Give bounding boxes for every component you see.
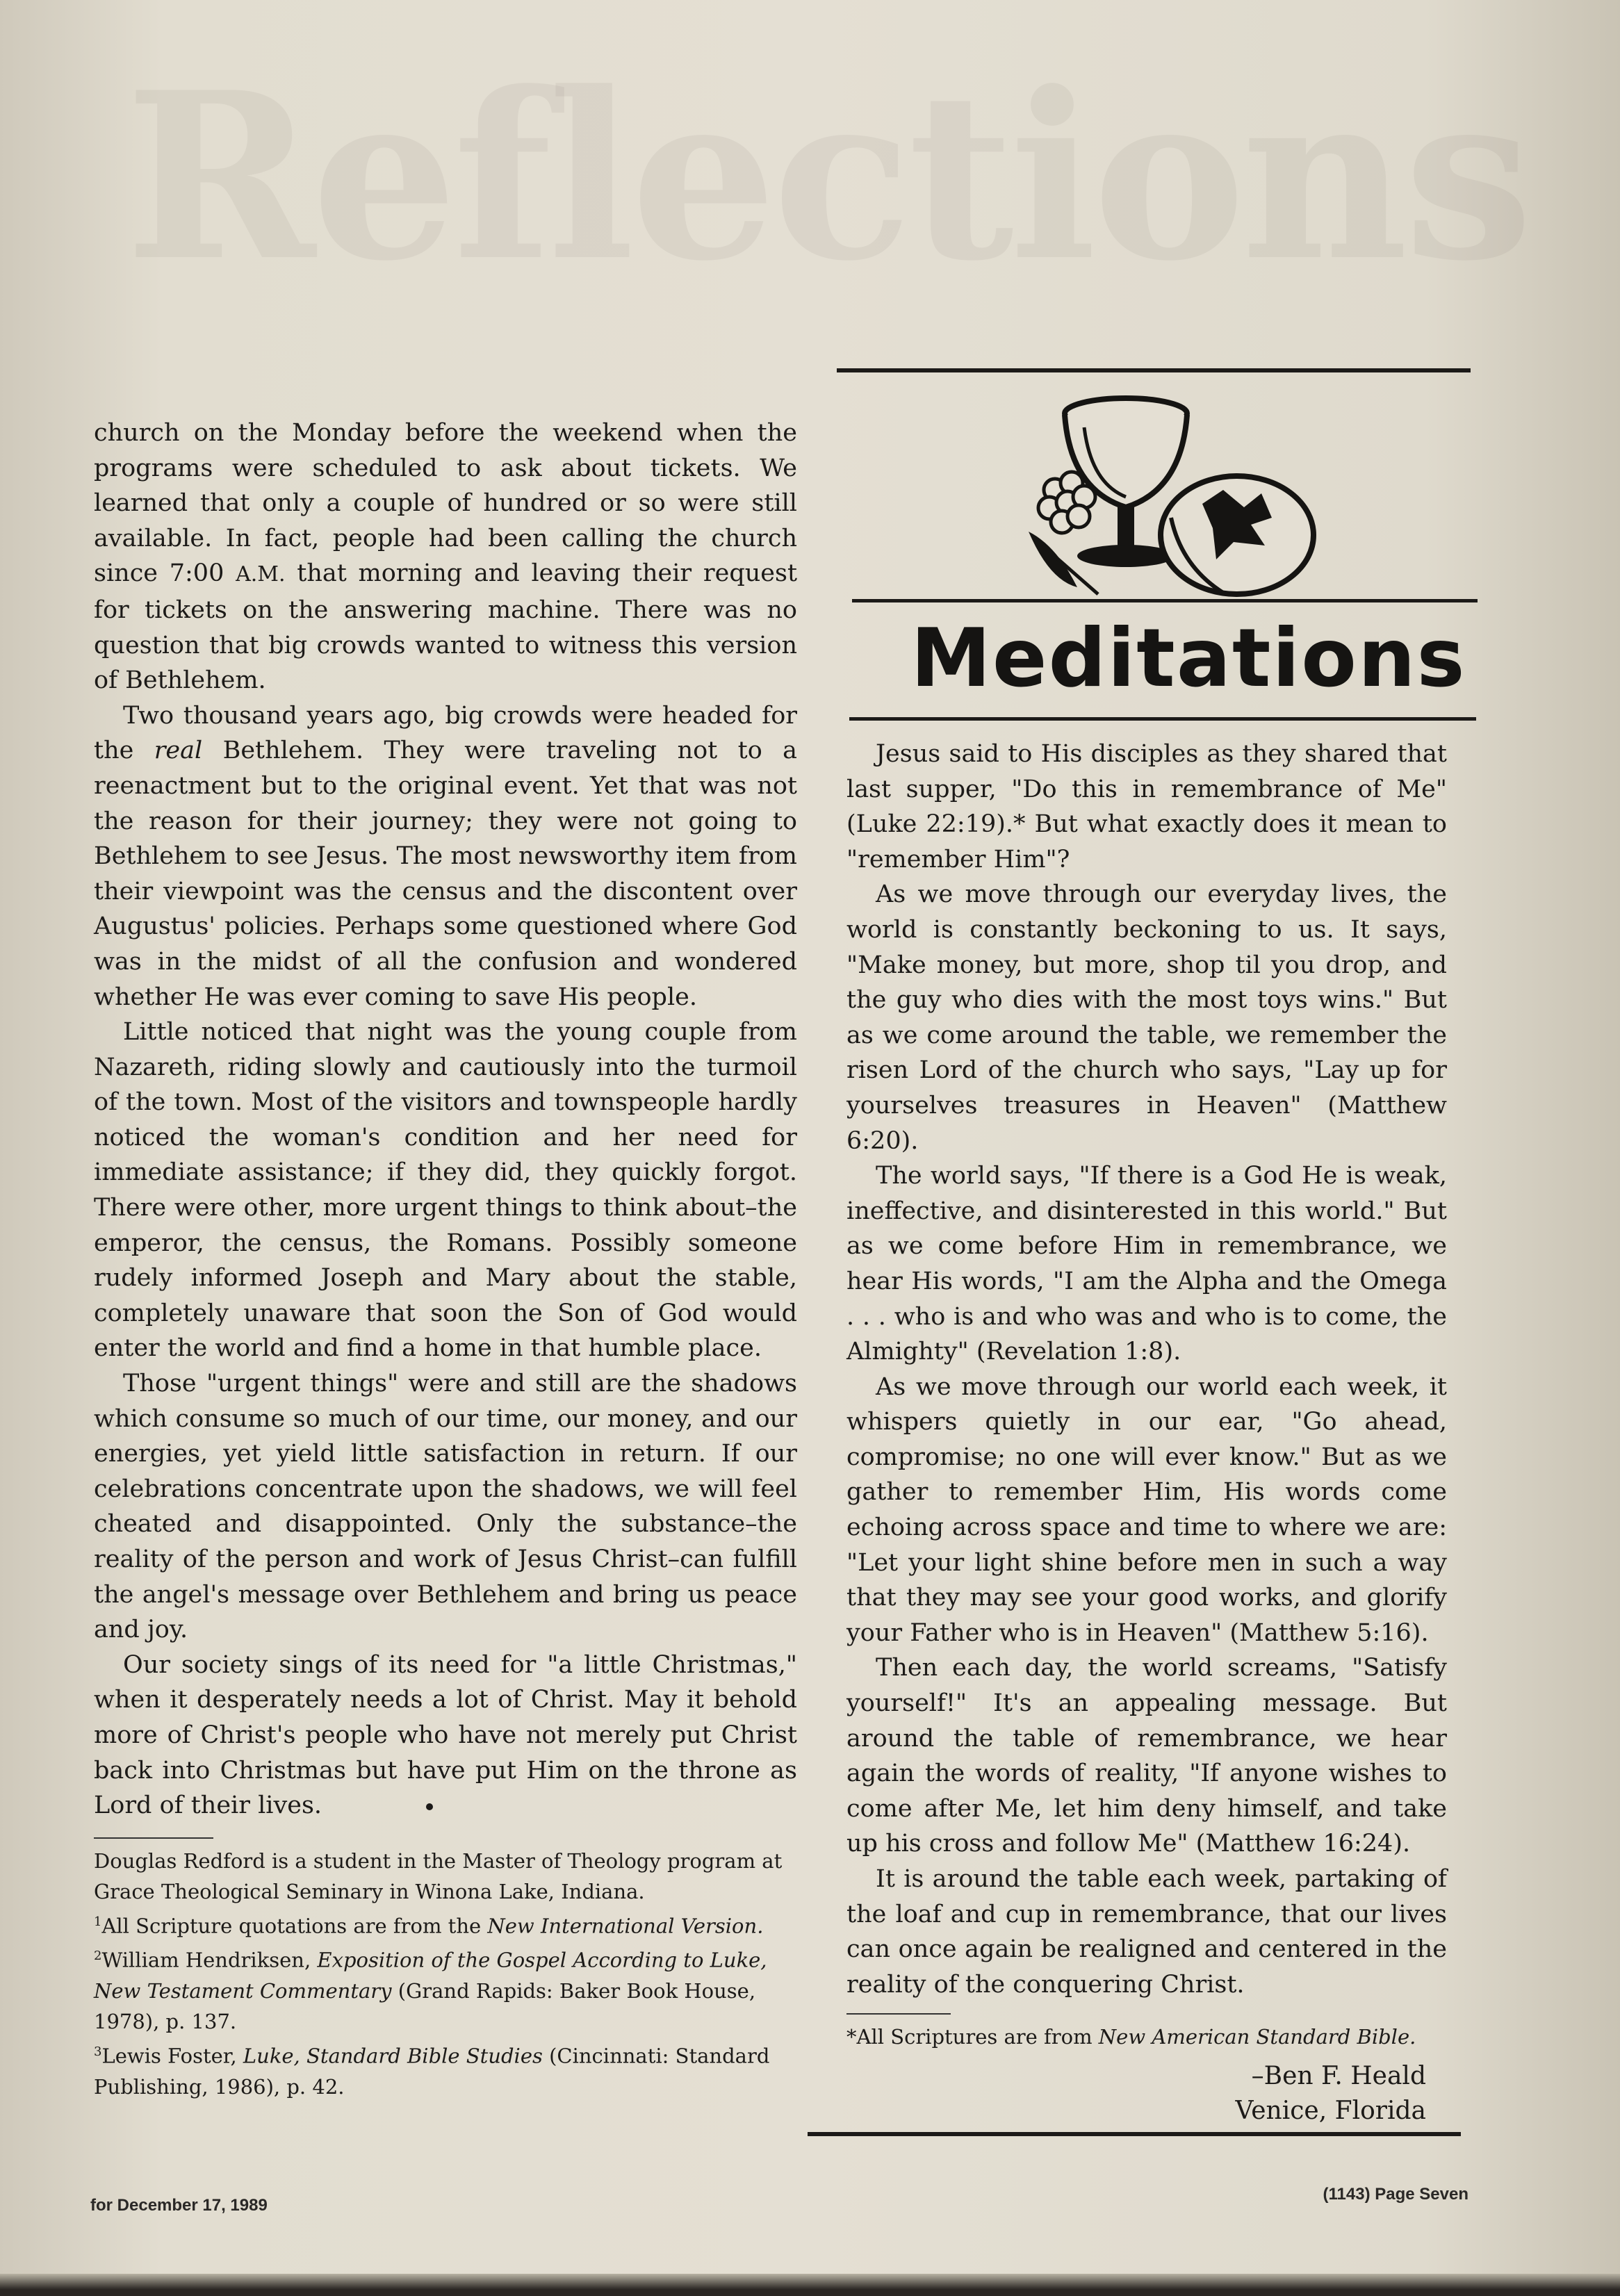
issue-date: for December 17, 1989 bbox=[90, 2196, 268, 2215]
scan-edge-shadow bbox=[0, 2274, 1620, 2296]
note-rule bbox=[846, 2013, 951, 2015]
bleed-through-heading: Reflections bbox=[125, 42, 1530, 311]
meditations-column bbox=[846, 737, 1447, 2129]
closing-paragraph-text: Our society sings of its need for "a little Christmas," when it desperately needs a lot of Christ. May it behold more of Christ's people who have not merely put Christ back into Christmas but have put Him on the throne as Lord of their lives. bbox=[94, 1650, 797, 1820]
footnote-2: $^2$William Hendriksen, Exposition of the Gospel According to Luke, New Testament Commentary (Grand Rapids: Baker Book House, 1978), p. 137. bbox=[94, 1949, 767, 2034]
section-title: Meditations bbox=[910, 612, 1466, 705]
meditation-paragraph: It is around the table each week, partaking of the loaf and cup in remembrance, that our lives can once again be realigned and centered in the reality of the conquering Christ. bbox=[846, 1865, 1447, 1999]
article-paragraph bbox=[94, 1648, 797, 1823]
author-name: –Ben F. Heald bbox=[1251, 2062, 1426, 2091]
footnote-3: $^3$Lewis Foster, Luke, Standard Bible Studies (Cincinnati: Standard Publishing, 1986), p. 42. bbox=[94, 2044, 770, 2099]
footnotes bbox=[94, 1846, 797, 2102]
scripture-note: *All Scriptures are from New American Standard Bible. bbox=[846, 2025, 1416, 2049]
meditation-paragraph: As we move through our world each week, it whispers quietly in our ear, "Go ahead, compromise; no one will ever know." But as we gather to remember Him, His words come echoing across space and time to where we are: "Let your light shine before men in such a way that they may see your good works, and glorify your Father who is in Heaven" (Matthew 5:16). bbox=[846, 1372, 1447, 1647]
author-bio: Douglas Redford is a student in the Master of Theology program at Grace Theological Seminary in Winona Lake, Indiana. bbox=[94, 1848, 783, 1903]
meditation-paragraph: The world says, "If there is a God He is weak, ineffective, and disinterested in this world." But as we come before Him in remembrance, we hear His words, "I am the Alpha and the Omega . . . who is and who was and who is to come, the Almighty" (Revelation 1:8). bbox=[846, 1162, 1447, 1366]
article-paragraph: Two thousand years ago, big crowds were headed for the real Bethlehem. They were traveling not to a reenactment but to the original event. Yet that was not the reason for their journey; they were not going to Bethlehem to see Jesus. The most newsworthy item from their viewpoint was the census and the discontent over Augustus' policies. Perhaps some questioned where God was in the midst of all the confusion and wondered whether He was ever coming to save His people. bbox=[94, 701, 797, 1011]
bottom-rule bbox=[808, 2132, 1461, 2136]
left-article-column bbox=[94, 416, 797, 2102]
meditation-paragraph: Then each day, the world screams, "Satisfy yourself!" It's an appealing message. But around the table of remembrance, we hear again the words of reality, "If anyone wishes to come after Me, let him deny himself, and take up his cross and follow Me" (Matthew 16:24). bbox=[846, 1654, 1447, 1858]
chalice-and-loaf-icon bbox=[1022, 386, 1320, 608]
author-location: Venice, Florida bbox=[1235, 2097, 1426, 2126]
article-paragraph: church on the Monday before the weekend when the programs were scheduled to ask about tickets. We learned that only a couple of hundred or so were still available. In fact, people had been calling the church since 7:00 A.M. that morning and leaving their request for tickets on the answering machine. There was no question that big crowds wanted to witness this version of Bethlehem. bbox=[94, 419, 798, 695]
top-rule bbox=[837, 368, 1471, 372]
author-signature bbox=[846, 2059, 1447, 2129]
end-mark-icon bbox=[426, 1803, 433, 1810]
meditations-notes bbox=[846, 2013, 1447, 2129]
meditation-paragraph: As we move through our everyday lives, the world is constantly beckoning to us. It says, "Make money, but more, shop til you drop, and the guy who dies with the most toys wins." But as we come around the table, we remember the risen Lord of the church who says, "Lay up for yourselves treasures in Heaven" (Matthew 6:20). bbox=[846, 880, 1447, 1155]
page-number: (1143) Page Seven bbox=[1323, 2185, 1468, 2204]
footnote-rule bbox=[94, 1837, 213, 1839]
title-rule-upper bbox=[852, 599, 1478, 602]
article-paragraph: Those "urgent things" were and still are the shadows which consume so much of our time, our money, and our energies, yet yield little satisfaction in return. If our celebrations concentrate upon the shadows, we will feel cheated and disappointed. Only the substance–the reality of the person and work of Jesus Christ–can fulfill the angel's message over Bethlehem and bring us peace and joy. bbox=[94, 1370, 797, 1644]
title-rule-lower bbox=[849, 717, 1476, 721]
article-paragraph: Little noticed that night was the young couple from Nazareth, riding slowly and cautiously into the turmoil of the town. Most of the visitors and townspeople hardly noticed the woman's condition and her need for immediate assistance; if they did, they quickly forgot. There were other, more urgent things to think about–the emperor, the census, the Romans. Possibly someone rudely informed Joseph and Mary about the stable, completely unaware that soon the Son of God would enter the world and find a home in that humble place. bbox=[94, 1018, 797, 1363]
footnote-1: $^1$All Scripture quotations are from the New International Version. bbox=[94, 1914, 764, 1938]
meditation-paragraph: Jesus said to His disciples as they shared that last supper, "Do this in remembrance of Me" (Luke 22:19).* But what exactly does it mean to "remember Him"? bbox=[846, 740, 1447, 874]
